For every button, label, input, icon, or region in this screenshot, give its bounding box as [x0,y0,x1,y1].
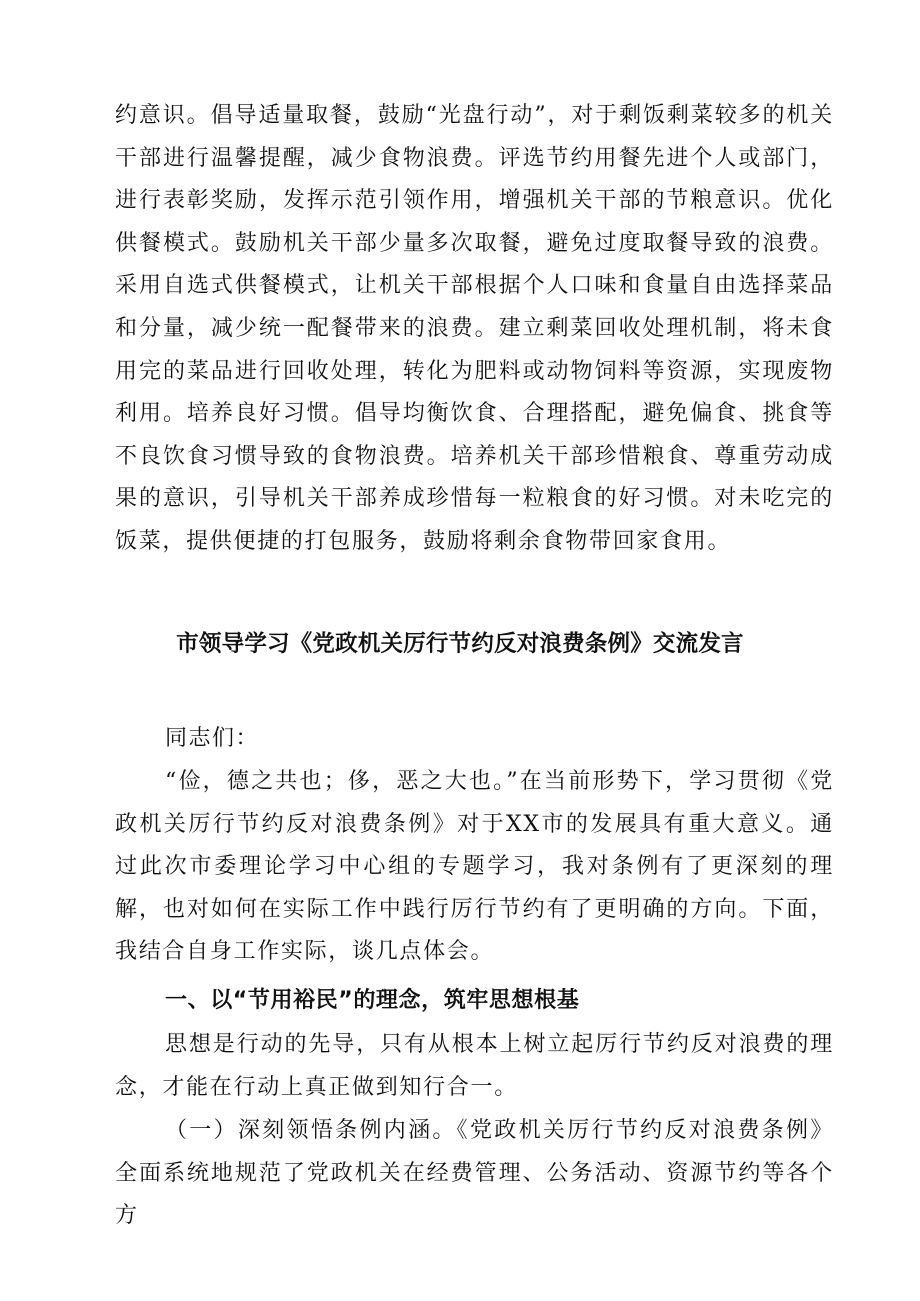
salutation: 同志们： [165,726,260,751]
section-1-paragraph: 思想是行动的先导，只有从根本上树立起厉行节约反对浪费的理念，才能在行动上真正做到知行合一。 [115,1032,834,1100]
subsection-1-paragraph: （一）深刻领悟条例内涵。《党政机关厉行节约反对浪费条例》全面系统地规范了党政机关在经费管理、公务活动、资源节约等各个方 [115,1118,834,1229]
opening-paragraph: “俭，德之共也；侈，恶之大也。”在当前形势下，学习贯彻《党政机关厉行节约反对浪费条例》对于XX市的发展具有重大意义。通过此次市委理论学习中心组的专题学习，我对条例有了更深刻的理解，也对如何在实际工作中践行厉行节约有了更明确的方向。下面，我结合自身工作实际，谈几点体会。 [115,769,834,965]
section-1-heading: 一、以“节用裕民”的理念，筑牢思想根基 [165,988,580,1013]
intro-paragraph: 约意识。倡导适量取餐，鼓励“光盘行动”，对于剩饭剩菜较多的机关干部进行温馨提醒，减少食物浪费。评选节约用餐先进个人或部门，进行表彰奖励，发挥示范引领作用，增强机关干部的节粮意识。优化供餐模式。鼓励机关干部少量多次取餐，避免过度取餐导致的浪费。采用自选式供餐模式，让机关干部根据个人口味和食量自由选择菜品和分量，减少统一配餐带来的浪费。建立剩菜回收处理机制，将未食用完的菜品进行回收处理，转化为肥料或动物饲料等资源，实现废物利用。培养良好习惯。倡导均衡饮食、合理搭配，避免偏食、挑食等不良饮食习惯导致的食物浪费。培养机关干部珍惜粮食、尊重劳动成果的意识，引导机关干部养成珍惜每一粒粮食的好习惯。对未吃完的饭菜，提供便捷的打包服务，鼓励将剩余食物带回家食用。 [115,103,834,554]
speech-title: 市领导学习《党政机关厉行节约反对浪费条例》交流发言 [176,631,744,657]
